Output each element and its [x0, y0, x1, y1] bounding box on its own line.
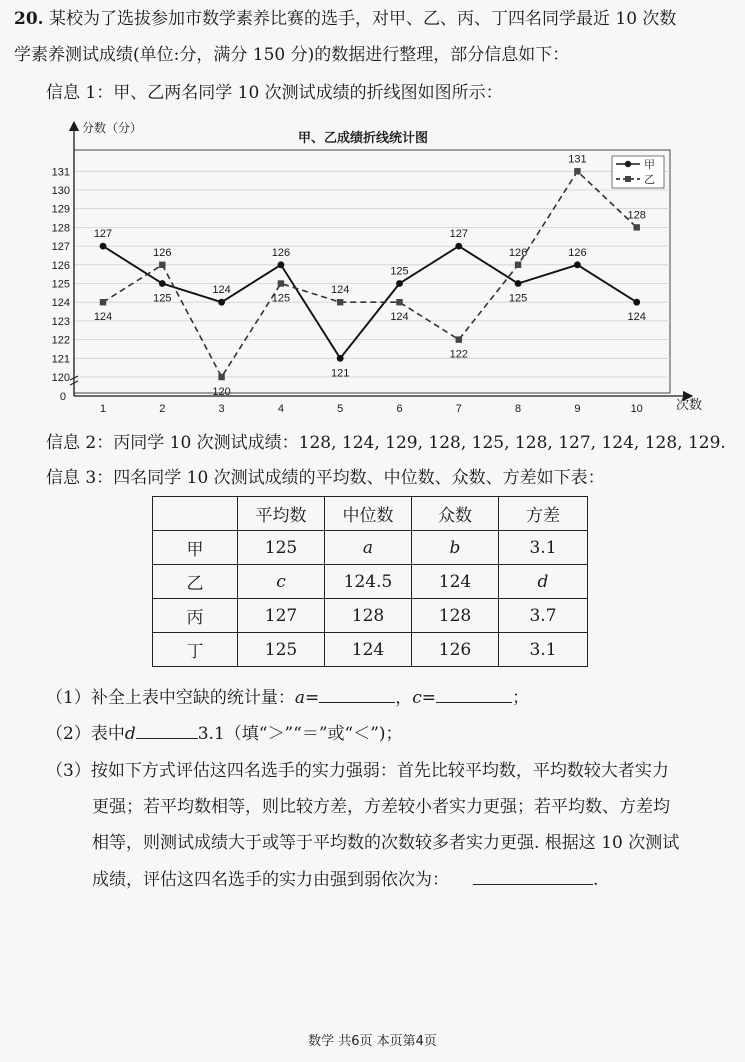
table-cell: 124 — [412, 565, 499, 599]
data-label: 126 — [271, 246, 291, 259]
data-point-jia — [100, 243, 107, 250]
table-header-cell: 中位数 — [325, 497, 412, 531]
y-tick-label: 126 — [51, 259, 70, 272]
question-2 — [46, 722, 403, 745]
q1-c-label: c= — [412, 688, 436, 708]
q3-end: . — [593, 870, 599, 890]
data-label: 125 — [153, 292, 172, 305]
table-cell: 125 — [238, 531, 325, 565]
q1-text: 补全上表中空缺的统计量： — [90, 688, 295, 708]
data-label: 125 — [390, 265, 409, 278]
table-cell: 128 — [325, 599, 412, 633]
info2-text: 信息 2：丙同学 10 次测试成绩：128, 124, 129, 128, 125, 128, 127, 124, 128, 129. — [46, 433, 726, 453]
y-tick-label: 128 — [51, 222, 70, 235]
table-cell: 3.7 — [499, 599, 588, 633]
legend-label-yi: 乙 — [644, 174, 655, 186]
table-row — [153, 599, 588, 633]
data-point-yi — [218, 374, 224, 380]
x-tick-label: 5 — [337, 403, 344, 415]
data-label: 126 — [568, 246, 587, 259]
y-axis-label: 分数（分） — [82, 121, 143, 135]
plot-frame — [74, 150, 670, 393]
y-tick-label: 125 — [51, 278, 70, 291]
x-tick-label: 8 — [515, 403, 522, 415]
q1-end: ； — [511, 688, 529, 708]
data-label: 125 — [508, 292, 528, 305]
table-cell: 丁 — [153, 633, 238, 667]
origin-label: 0 — [59, 391, 66, 403]
q2-number: （2） — [46, 724, 91, 744]
x-axis-label: 次数 — [676, 397, 703, 412]
x-tick-label: 2 — [159, 403, 166, 415]
y-tick-label: 127 — [51, 241, 70, 254]
x-tick-label: 1 — [99, 403, 107, 415]
table-cell: 乙 — [153, 565, 238, 599]
data-label: 120 — [212, 386, 231, 398]
problem-number: 20. — [14, 9, 44, 29]
q2-blank — [136, 722, 198, 739]
legend-marker-jia — [625, 161, 631, 167]
question-3-line1 — [46, 760, 669, 782]
series-line-yi — [103, 171, 637, 380]
data-point-jia — [455, 243, 462, 250]
q2-pre: 表中 — [90, 724, 125, 744]
x-tick-label: 4 — [277, 403, 284, 415]
data-label: 122 — [449, 348, 468, 361]
info1-text: 信息 1：甲、乙两名同学 10 次测试成绩的折线图如图所示： — [46, 83, 503, 103]
x-tick-label: 3 — [218, 403, 225, 415]
table-cell: d — [499, 565, 588, 599]
data-point-yi — [634, 224, 640, 230]
table-cell: c — [238, 565, 325, 599]
table-header-cell: 方差 — [499, 497, 588, 531]
data-label: 124 — [93, 311, 113, 324]
data-label: 126 — [153, 246, 172, 259]
q3-blank — [473, 868, 593, 885]
table-cell: 126 — [412, 633, 499, 667]
x-tick-label: 7 — [455, 403, 462, 415]
table-row — [153, 565, 588, 599]
data-label: 131 — [568, 153, 587, 166]
data-label: 124 — [331, 284, 350, 297]
table-cell: 124 — [325, 633, 412, 667]
problem-intro-line2: 学素养测试成绩(单位:分，满分 150 分)的数据进行整理，部分信息如下： — [14, 45, 570, 65]
data-point-yi — [159, 262, 165, 268]
table-cell: a — [325, 531, 412, 565]
data-point-yi — [456, 336, 462, 342]
data-point-yi — [337, 299, 343, 305]
q3-line1: 按如下方式评估这四名选手的实力强弱：首先比较平均数，平均数较大者实力 — [90, 761, 669, 781]
chart-title: 甲、乙成绩折线统计图 — [298, 130, 429, 145]
info3-text: 信息 3：四名同学 10 次测试成绩的平均数、中位数、众数、方差如下表： — [46, 468, 605, 488]
table-cell: 124.5 — [325, 565, 412, 599]
gridlines — [74, 171, 670, 380]
stats-table — [152, 496, 588, 667]
q2-d: d — [124, 724, 136, 744]
y-ticks — [52, 166, 70, 384]
question-3-line4 — [92, 868, 598, 891]
legend — [612, 156, 664, 188]
table-cell: 125 — [238, 633, 325, 667]
table-row — [153, 531, 588, 565]
table-header-row — [153, 497, 588, 531]
q1-a-blank — [319, 686, 395, 703]
table-cell: 丙 — [153, 599, 238, 633]
x-tick-label: 10 — [630, 403, 643, 415]
data-label: 124 — [212, 284, 231, 297]
data-point-jia — [515, 280, 522, 287]
q2-post: 3.1（填“＞”“＝”或“＜”)； — [197, 724, 403, 744]
data-point-yi — [278, 280, 284, 286]
data-point-jia — [159, 280, 166, 287]
table-cell: 3.1 — [499, 531, 588, 565]
data-point-jia — [633, 299, 640, 306]
table-cell: 3.1 — [499, 633, 588, 667]
data-label: 126 — [508, 246, 528, 259]
table-cell: b — [412, 531, 499, 565]
data-point-jia — [218, 299, 225, 306]
question-3-line2: 更强；若平均数相等，则比较方差，方差较小者实力更强；若平均数、方差均 — [92, 797, 670, 817]
q3-number: （3） — [46, 761, 91, 781]
x-tick-label: 9 — [574, 403, 581, 415]
page-footer: 数学 共6页 本页第4页 — [308, 1034, 437, 1049]
table-header-cell — [153, 497, 238, 531]
data-point-yi — [515, 262, 521, 268]
y-tick-label: 124 — [51, 297, 70, 310]
intro-text-1: 某校为了选拔参加市数学素养比赛的选手，对甲、乙、丙、丁四名同学最近 10 次数 — [48, 9, 677, 29]
line-chart — [40, 118, 720, 418]
data-label: 121 — [331, 367, 350, 380]
y-tick-label: 131 — [51, 166, 70, 179]
question-1 — [46, 686, 529, 709]
y-tick-label: 130 — [51, 185, 70, 197]
data-point-yi — [574, 168, 580, 174]
data-label: 125 — [271, 292, 291, 305]
table-cell: 127 — [238, 599, 325, 633]
data-point-jia — [574, 261, 581, 268]
data-label: 124 — [390, 311, 409, 324]
q1-a-label: a= — [294, 688, 320, 708]
q3-line4: 成绩，评估这四名选手的实力由强到弱依次为： — [92, 870, 449, 890]
series-lines — [103, 171, 637, 380]
q1-number: （1） — [46, 688, 91, 708]
data-label: 127 — [449, 228, 468, 241]
q1-c-blank — [436, 686, 512, 703]
x-tick-label: 6 — [396, 403, 403, 415]
data-label: 127 — [93, 228, 113, 241]
data-point-yi — [100, 299, 106, 305]
question-3-line3: 相等，则测试成绩大于或等于平均数的次数较多者实力更强. 根据这 10 次测试 — [92, 833, 680, 853]
y-tick-label: 121 — [51, 353, 70, 366]
table-header-cell: 众数 — [412, 497, 499, 531]
table-cell: 128 — [412, 599, 499, 633]
data-label: 124 — [627, 311, 646, 324]
y-tick-label: 122 — [51, 334, 70, 347]
data-point-yi — [396, 299, 402, 305]
data-point-jia — [396, 280, 403, 287]
problem-intro-line1 — [14, 8, 676, 30]
table-row — [153, 633, 588, 667]
y-tick-label: 129 — [51, 203, 70, 216]
legend-marker-yi — [625, 176, 631, 182]
y-tick-label: 123 — [51, 315, 70, 328]
y-tick-label: 120 — [51, 372, 70, 384]
data-label: 128 — [627, 209, 646, 222]
x-ticks — [100, 403, 643, 415]
table-cell: 甲 — [153, 531, 238, 565]
q1-comma: ， — [395, 688, 413, 708]
data-point-jia — [278, 261, 285, 268]
legend-label-jia: 甲 — [644, 159, 655, 171]
data-point-jia — [337, 355, 344, 362]
table-header-cell: 平均数 — [238, 497, 325, 531]
